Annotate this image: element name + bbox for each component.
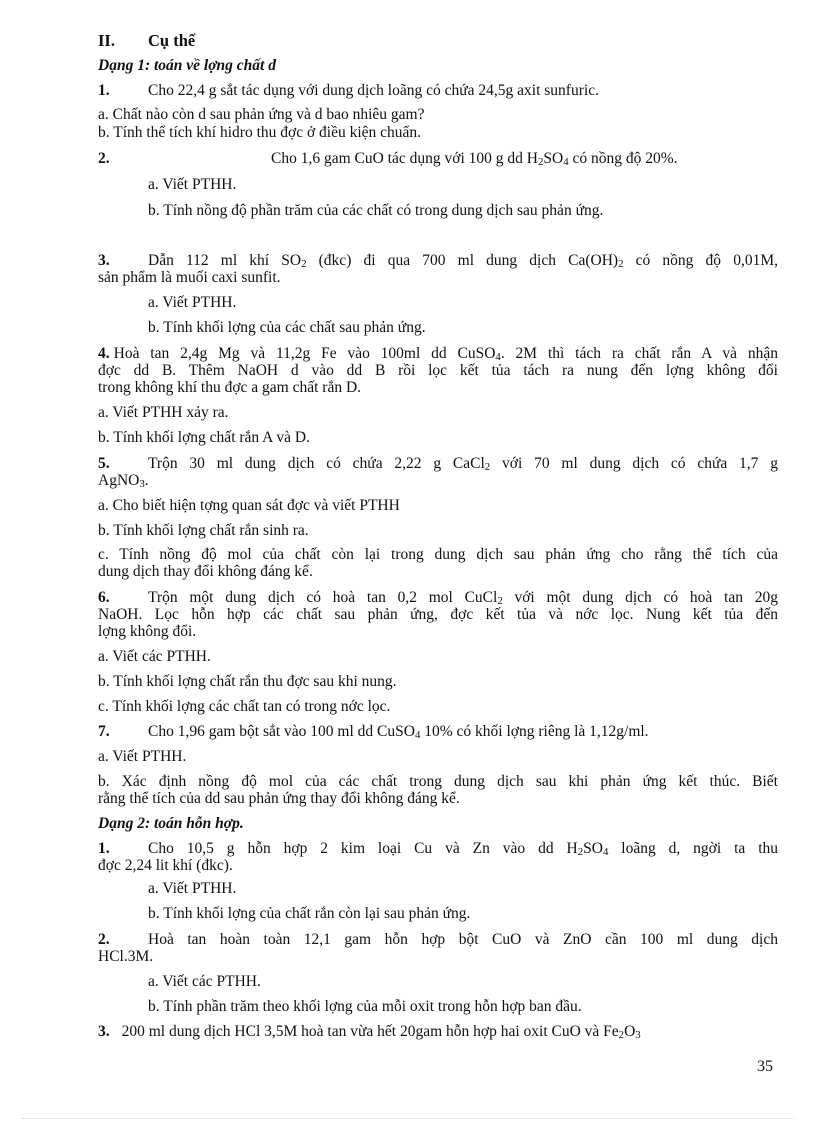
p6-part-b: b. Tính khối lợng chất rắn thu đợc sau khi nung. [98,673,397,690]
q1-line-2: đợc 2,24 lit khí (đkc). [98,857,233,874]
page-bottom-divider [22,1118,794,1119]
p5-part-c-line-1: c. Tính nồng độ mol của chất còn lại trong dung dịch sau phản ứng cho rằng thể tích của [98,546,778,563]
q2-line-1: 2. Hoà tan hoàn toàn 12,1 gam hỗn hợp bột CuO và ZnO cần 100 ml dung dịch [98,931,778,948]
q1-part-b: b. Tính khối lợng của chất rắn còn lại sau phản ứng. [148,905,471,922]
page-number: 35 [757,1058,773,1075]
p7-part-b-line-2: rằng thể tích của dd sau phản ứng thay đổi không đáng kể. [98,790,460,807]
p7-part-a: a. Viết PTHH. [98,748,187,765]
q2-part-a: a. Viết các PTHH. [148,973,261,990]
dang1-heading: Dạng 1: toán về lợng chất d [98,57,276,74]
p1-part-b: b. Tính thể tích khí hidro thu đợc ở điều kiện chuẩn. [98,124,422,141]
p4-part-b: b. Tính khối lợng chất rắn A và D. [98,429,310,446]
p6-line-2: NaOH. Lọc hỗn hợp các chất sau phản ứng, đợc kết tủa và nớc lọc. Nung kết tủa đến [98,606,778,623]
p3-line-1: 3. Dẫn 112 ml khí $SO_2$ (đkc) đi qua 700 ml dung dịch $Ca(OH)_2$ có nồng độ 0,01M, [98,252,778,270]
p7-part-b-line-1: b. Xác định nồng độ mol của các chất trong dung dịch sau khi phản ứng kết thúc. Biết [98,773,778,790]
p2-part-a: a. Viết PTHH. [148,176,237,193]
p6-line-1: 6. Trộn một dung dịch có hoà tan 0,2 mol CuCl$_2$ với một dung dịch có hoà tan 20g [98,589,778,607]
p4-line-2: đợc dd B. Thêm NaOH d vào dd B rồi lọc kết tủa tách ra nung đến lợng không đổi [98,362,778,379]
section-heading: II. Cụ thể [98,31,196,50]
p3-part-a: a. Viết PTHH. [148,294,237,311]
q1-line-1: 1. Cho 10,5 g hỗn hợp 2 kim loại Cu và Zn vào dd $H_2SO_4$ loãng d, ngời ta thu [98,840,778,858]
p3-line-2: sản phẩm là muối caxi sunfit. [98,269,281,286]
p1-part-a: a. Chất nào còn d sau phản ứng và d bao nhiêu gam? [98,106,425,123]
q2-line-2: HCl.3M. [98,948,154,965]
p4-part-a: a. Viết PTHH xảy ra. [98,404,229,421]
p7-line-1: 7. Cho 1,96 gam bột sắt vào 100 ml dd CuSO$_4$ 10% có khối lợng riêng là 1,12g/ml. [98,723,649,741]
p2-statement: 2. Cho 1,6 gam CuO tác dụng với 100 g dd $H_2SO_4$ có nồng độ 20%. [98,150,678,168]
q2-part-b: b. Tính phần trăm theo khối lợng của mỗi oxit trong hỗn hợp ban đầu. [148,998,582,1015]
p5-part-a: a. Cho biết hiện tợng quan sát đợc và viết PTHH [98,497,400,514]
p5-part-c-line-2: dung dịch thay đổi không đáng kể. [98,563,313,580]
p6-part-a: a. Viết các PTHH. [98,648,211,665]
p6-line-3: lợng không đổi. [98,623,197,640]
p5-part-b: b. Tính khối lợng chất rắn sinh ra. [98,522,309,539]
p2-part-b: b. Tính nồng độ phần trăm của các chất có trong dung dịch sau phản ứng. [148,202,604,219]
p4-line-3: trong không khí thu đợc a gam chất rắn D. [98,379,362,396]
dang2-heading: Dạng 2: toán hỗn hợp. [98,815,244,832]
p5-line-2: AgNO$_3$. [98,472,149,490]
q1-part-a: a. Viết PTHH. [148,880,237,897]
p5-line-1: 5. Trộn 30 ml dung dịch có chứa 2,22 g CaCl$_2$ với 70 ml dung dịch có chứa 1,7 g [98,455,778,473]
p1-statement: 1. Cho 22,4 g sắt tác dụng với dung dịch loãng có chứa 24,5g axit sunfuric. [98,82,599,99]
q3-line-1: 3. 200 ml dung dịch HCl 3,5M hoà tan vừa hết 20gam hỗn hợp hai oxit CuO và $Fe_2O_3$ [98,1023,641,1041]
p4-line-1: 4. Hoà tan 2,4g Mg và 11,2g Fe vào 100ml dd CuSO$_4$. 2M thì tách ra chất rắn A và nhận [98,345,778,363]
p3-part-b: b. Tính khối lợng của các chất sau phản ứng. [148,319,426,336]
p6-part-c: c. Tính khối lợng các chất tan có trong nớc lọc. [98,698,391,715]
